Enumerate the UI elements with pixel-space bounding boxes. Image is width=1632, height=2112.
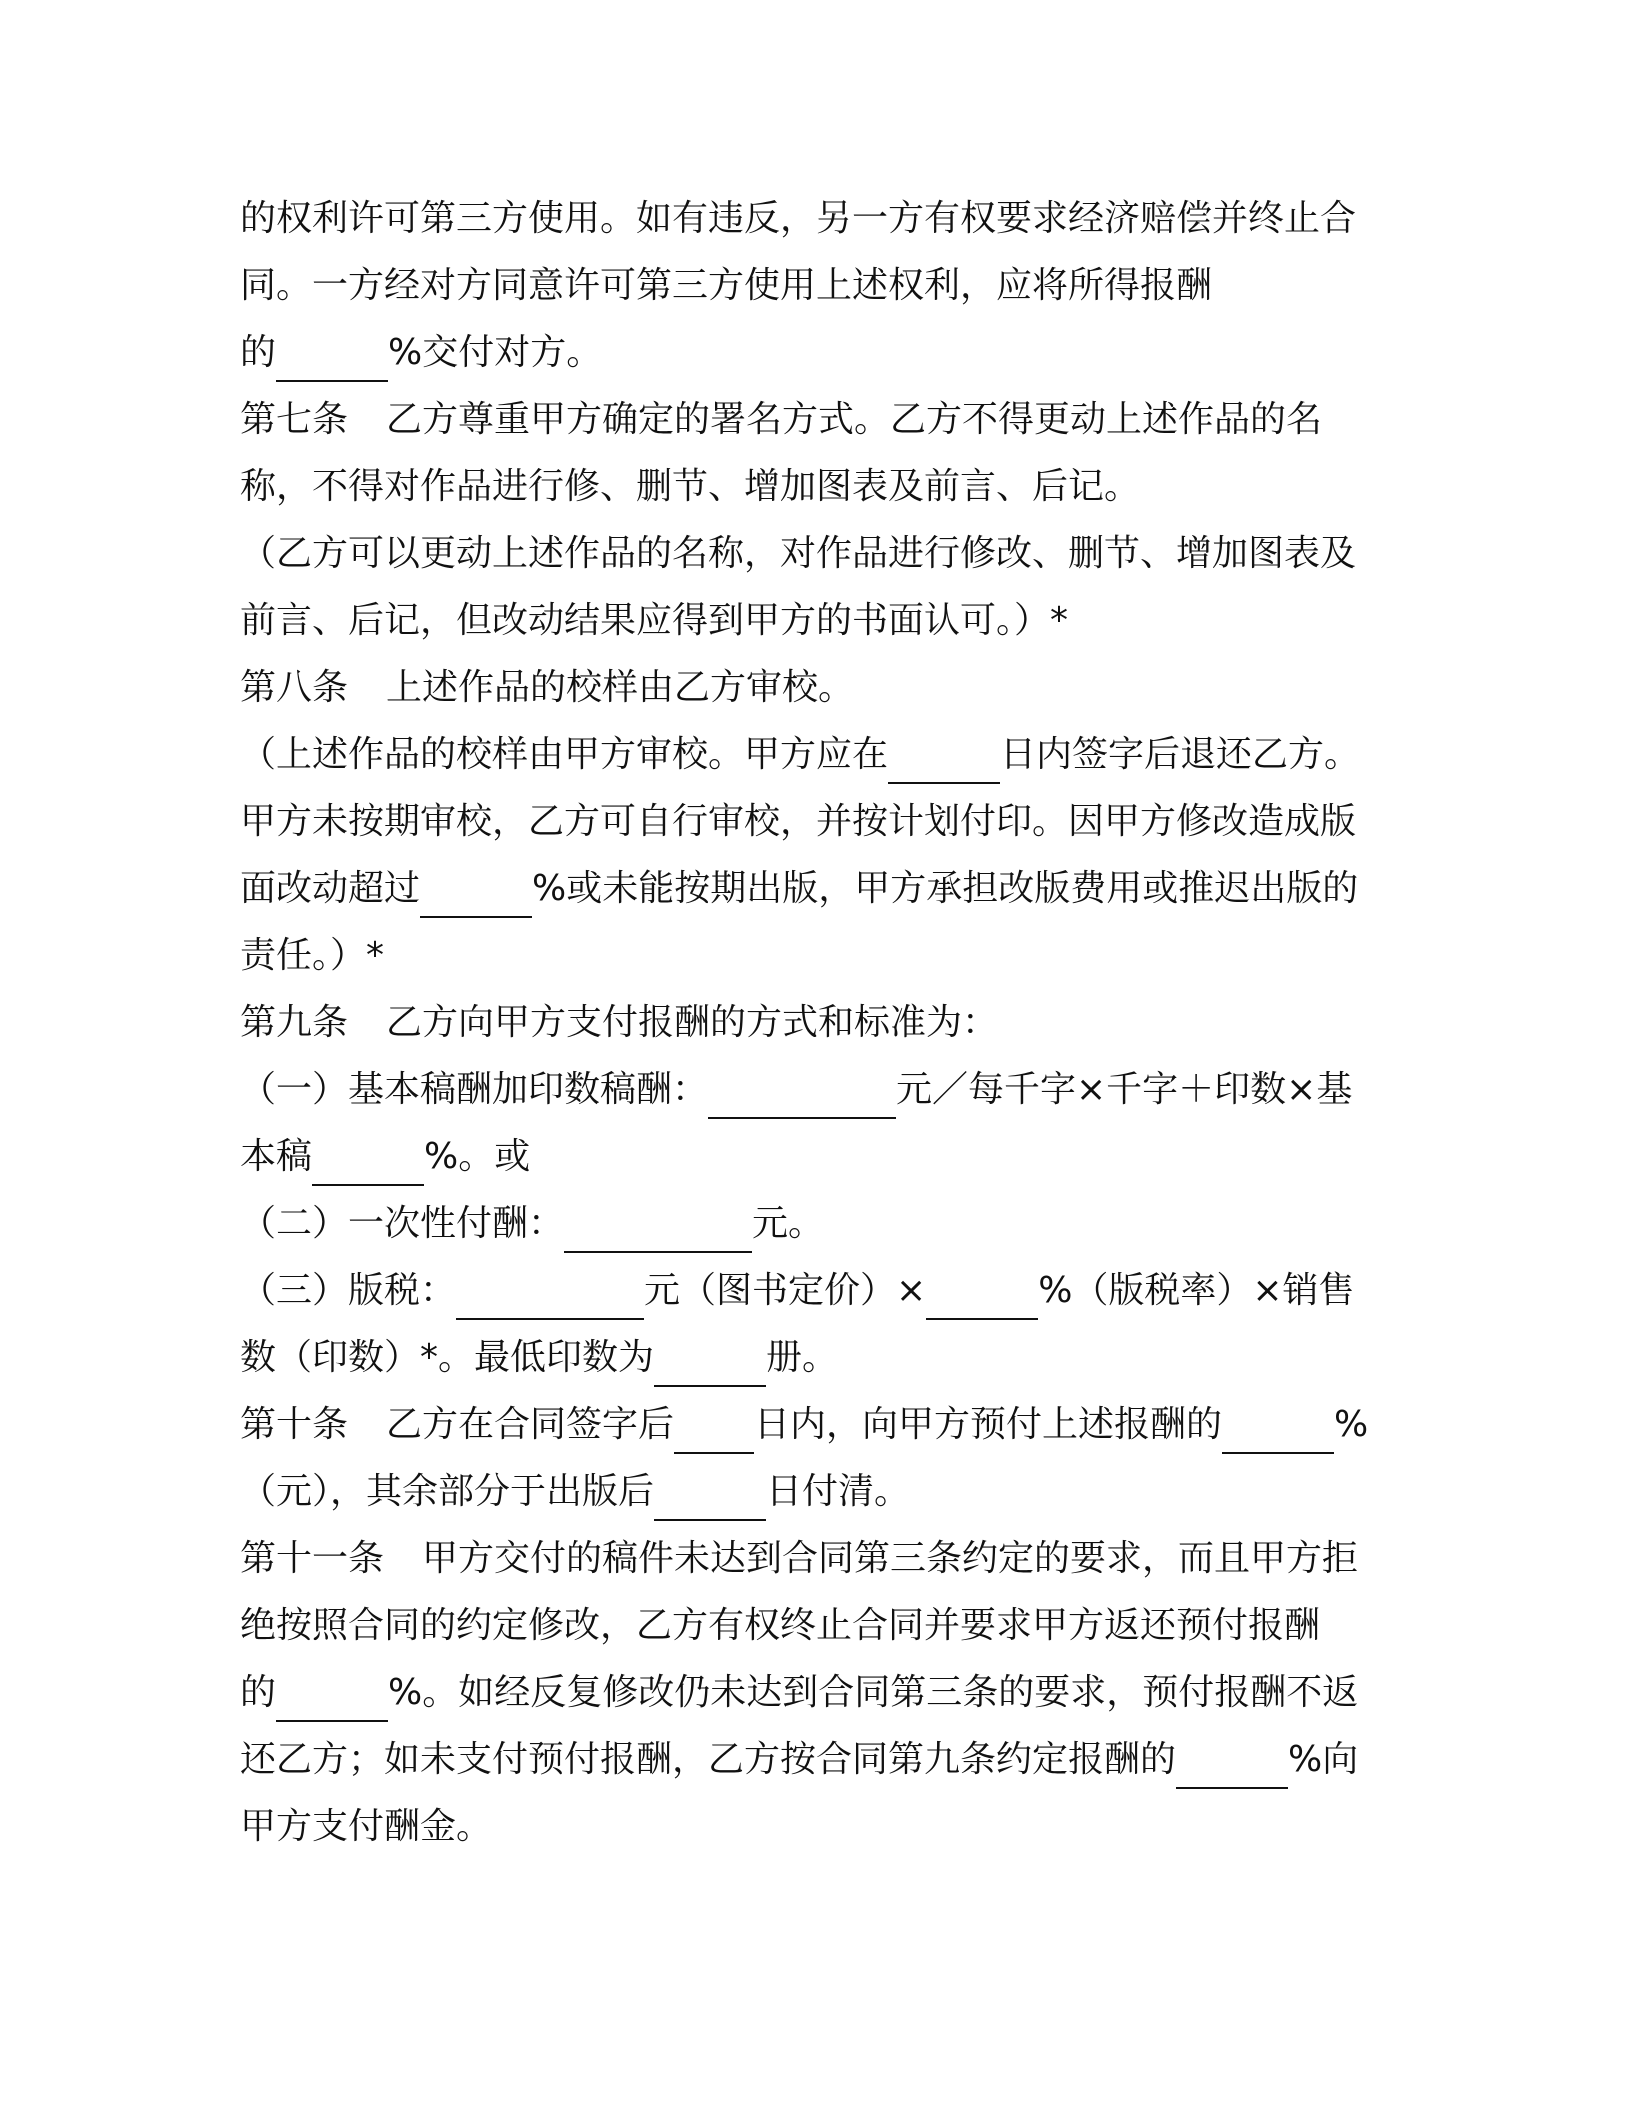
fill-blank[interactable] (708, 1059, 896, 1119)
fill-blank[interactable] (276, 1662, 388, 1722)
article-10-heading: 第十条 乙方在合同签字后 日内，向甲方预付上述报酬的 % (240, 1391, 1400, 1458)
text-line: 责任。）* (240, 935, 385, 976)
fill-blank[interactable] (456, 1260, 644, 1320)
text-line: 数（印数）*。最低印数为 册。 (240, 1324, 1400, 1391)
text-line: 甲方未按期审校，乙方可自行审校，并按计划付印。因甲方修改造成版 (240, 801, 1357, 842)
fill-blank[interactable] (888, 724, 1000, 784)
contract-text (240, 185, 1400, 1860)
fill-blank[interactable] (926, 1260, 1038, 1320)
article-9-heading: 第九条 乙方向甲方支付报酬的方式和标准为： (240, 1002, 999, 1043)
text-line: 的 %。如经反复修改仍未达到合同第三条的要求，预付报酬不返 (240, 1659, 1400, 1726)
fill-blank[interactable] (276, 322, 388, 382)
fill-blank[interactable] (564, 1193, 752, 1253)
text-line: （乙方可以更动上述作品的名称，对作品进行修改、删节、增加图表及 (240, 533, 1357, 574)
text-line: 本稿 %。或 (240, 1123, 1400, 1190)
fill-blank[interactable] (654, 1327, 766, 1387)
article-7-heading: 第七条 乙方尊重甲方确定的署名方式。乙方不得更动上述作品的名 (240, 399, 1323, 440)
text-line: （一）基本稿酬加印数稿酬： 元／每千字×千字＋印数×基 (240, 1056, 1400, 1123)
article-11-heading: 第十一条 甲方交付的稿件未达到合同第三条约定的要求，而且甲方拒 (240, 1538, 1359, 1579)
text-line: （元），其余部分于出版后 日付清。 (240, 1458, 1400, 1525)
fill-blank[interactable] (312, 1126, 424, 1186)
fill-blank[interactable] (420, 858, 532, 918)
text-line: 同。一方经对方同意许可第三方使用上述权利，应将所得报酬 (240, 265, 1213, 306)
fill-blank[interactable] (1222, 1394, 1334, 1454)
text-line: 的 %交付对方。 (240, 319, 1400, 386)
fill-blank[interactable] (1176, 1729, 1288, 1789)
fill-blank[interactable] (654, 1461, 766, 1521)
text-line: （三）版税： 元（图书定价）× %（版税率）×销售 (240, 1257, 1400, 1324)
text-line: 的权利许可第三方使用。如有违反，另一方有权要求经济赔偿并终止合 (240, 198, 1357, 239)
text-line: 面改动超过 %或未能按期出版，甲方承担改版费用或推迟出版的 (240, 855, 1400, 922)
text-line: （二）一次性付酬： 元。 (240, 1190, 1400, 1257)
text-line: 还乙方；如未支付预付报酬，乙方按合同第九条约定报酬的 %向 (240, 1726, 1400, 1793)
text-line: 绝按照合同的约定修改，乙方有权终止合同并要求甲方返还预付报酬 (240, 1605, 1321, 1646)
text-line: 前言、后记，但改动结果应得到甲方的书面认可。）* (240, 600, 1069, 641)
text-line: （上述作品的校样由甲方审校。甲方应在 日内签字后退还乙方。 (240, 721, 1400, 788)
text-line: 称，不得对作品进行修、删节、增加图表及前言、后记。 (240, 466, 1141, 507)
text-line: 甲方支付酬金。 (240, 1806, 493, 1847)
article-8-heading: 第八条 上述作品的校样由乙方审校。 (240, 667, 855, 708)
fill-blank[interactable] (674, 1394, 754, 1454)
